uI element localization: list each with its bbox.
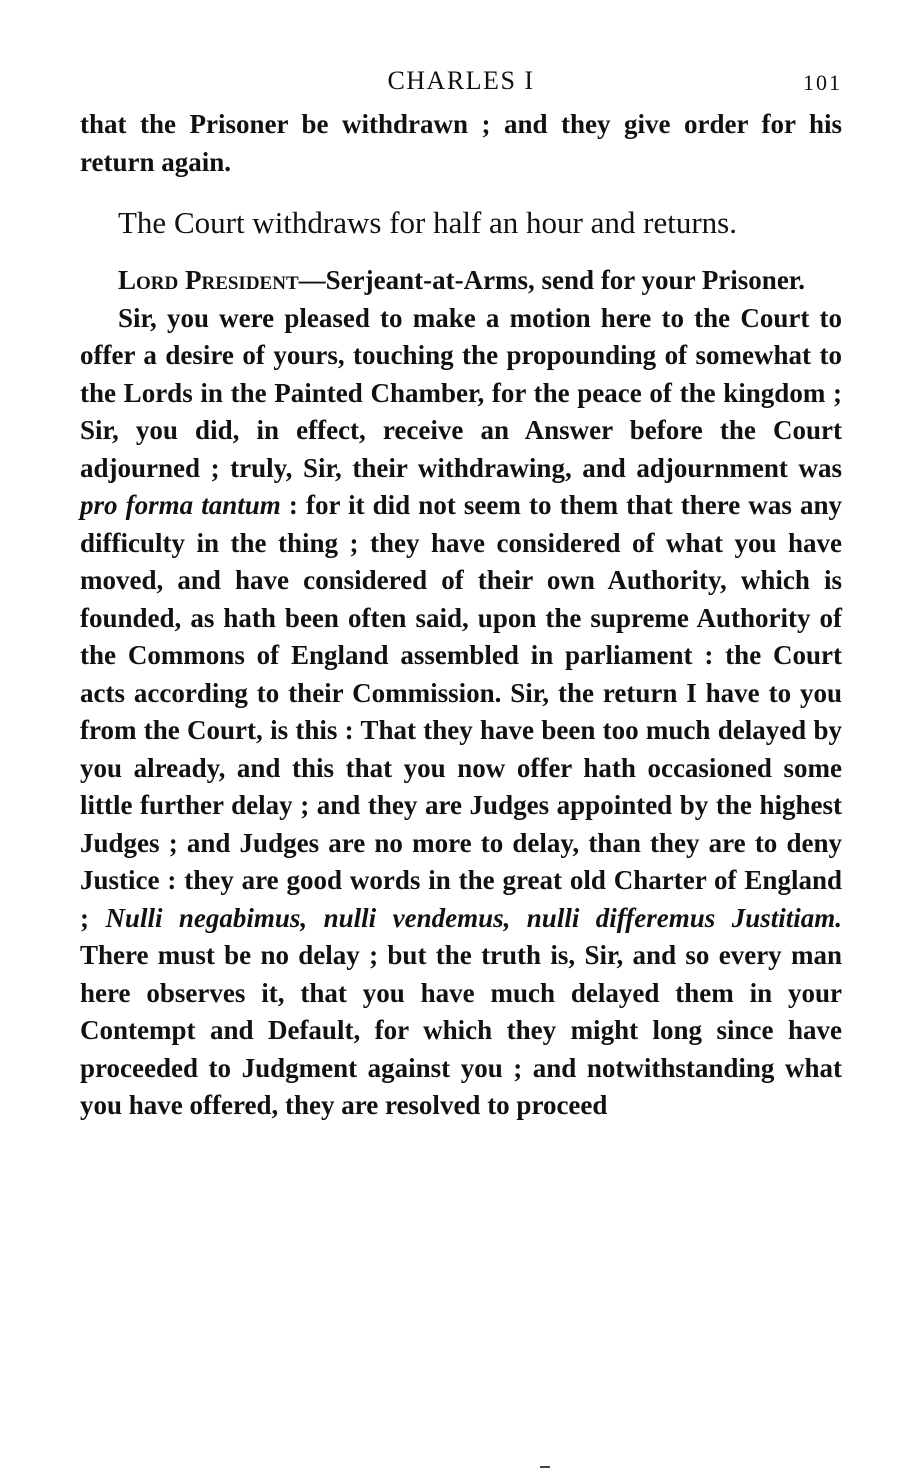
running-title: CHARLES I (387, 66, 535, 95)
running-head (80, 66, 842, 106)
address-text-part3: There must be no delay ; but the truth is, Sir, and so every man here observes it, that you have much delayed them in your Contempt and Default, for which they might long since have proceeded to Judgment against you ; and notwithstanding what you have offered, they are resolved to proceed (80, 940, 842, 1120)
address-text-part2: : for it did not seem to them that there was any difficulty in the thing ; they have considered of what you have moved, and have considered of their own Authority, which is founded, as hath been often said, upon the supreme Authority of the Commons of England assembled in parliament : the Court acts according to their Commission. Sir, the return I have to you from the Court, is this : That they have been too much delayed by you already, and this that you now offer hath occasioned some little further delay ; and they are Judges appointed by the highest Judges ; and Judges are no more to delay, than they are to deny Justice : they are good words in the great old Charter of England ; (80, 490, 842, 933)
page-number: 101 (803, 70, 842, 95)
footer-mark (540, 1466, 550, 1468)
latin-quote-magna-carta: Nulli negabimus, nulli vendemus, nulli differemus Justitiam. (105, 902, 842, 933)
speaker-name: Lord President (118, 265, 299, 295)
address-text-part1: Sir, you were pleased to make a motion here to the Court to offer a desire of yours, touching the propounding of somewhat to the Lords in the Painted Chamber, for the peace of the kingdom ; Sir, you did, in effect, receive an Answer before the Court adjourned ; truly, Sir, their withdrawing, and adjournment was (80, 302, 842, 483)
stage-direction: The Court withdraws for half an hour and returns. (118, 205, 737, 240)
book-page (80, 66, 842, 1125)
president-address-paragraph (80, 300, 842, 1125)
speech-lord-president (80, 262, 842, 300)
speech-text: —Serjeant-at-Arms, send for your Prisoner. (298, 265, 806, 295)
continued-paragraph: that the Prisoner be withdrawn ; and they give order for his return again. (80, 109, 842, 177)
latin-phrase-pro-forma: pro forma tantum (80, 490, 281, 520)
